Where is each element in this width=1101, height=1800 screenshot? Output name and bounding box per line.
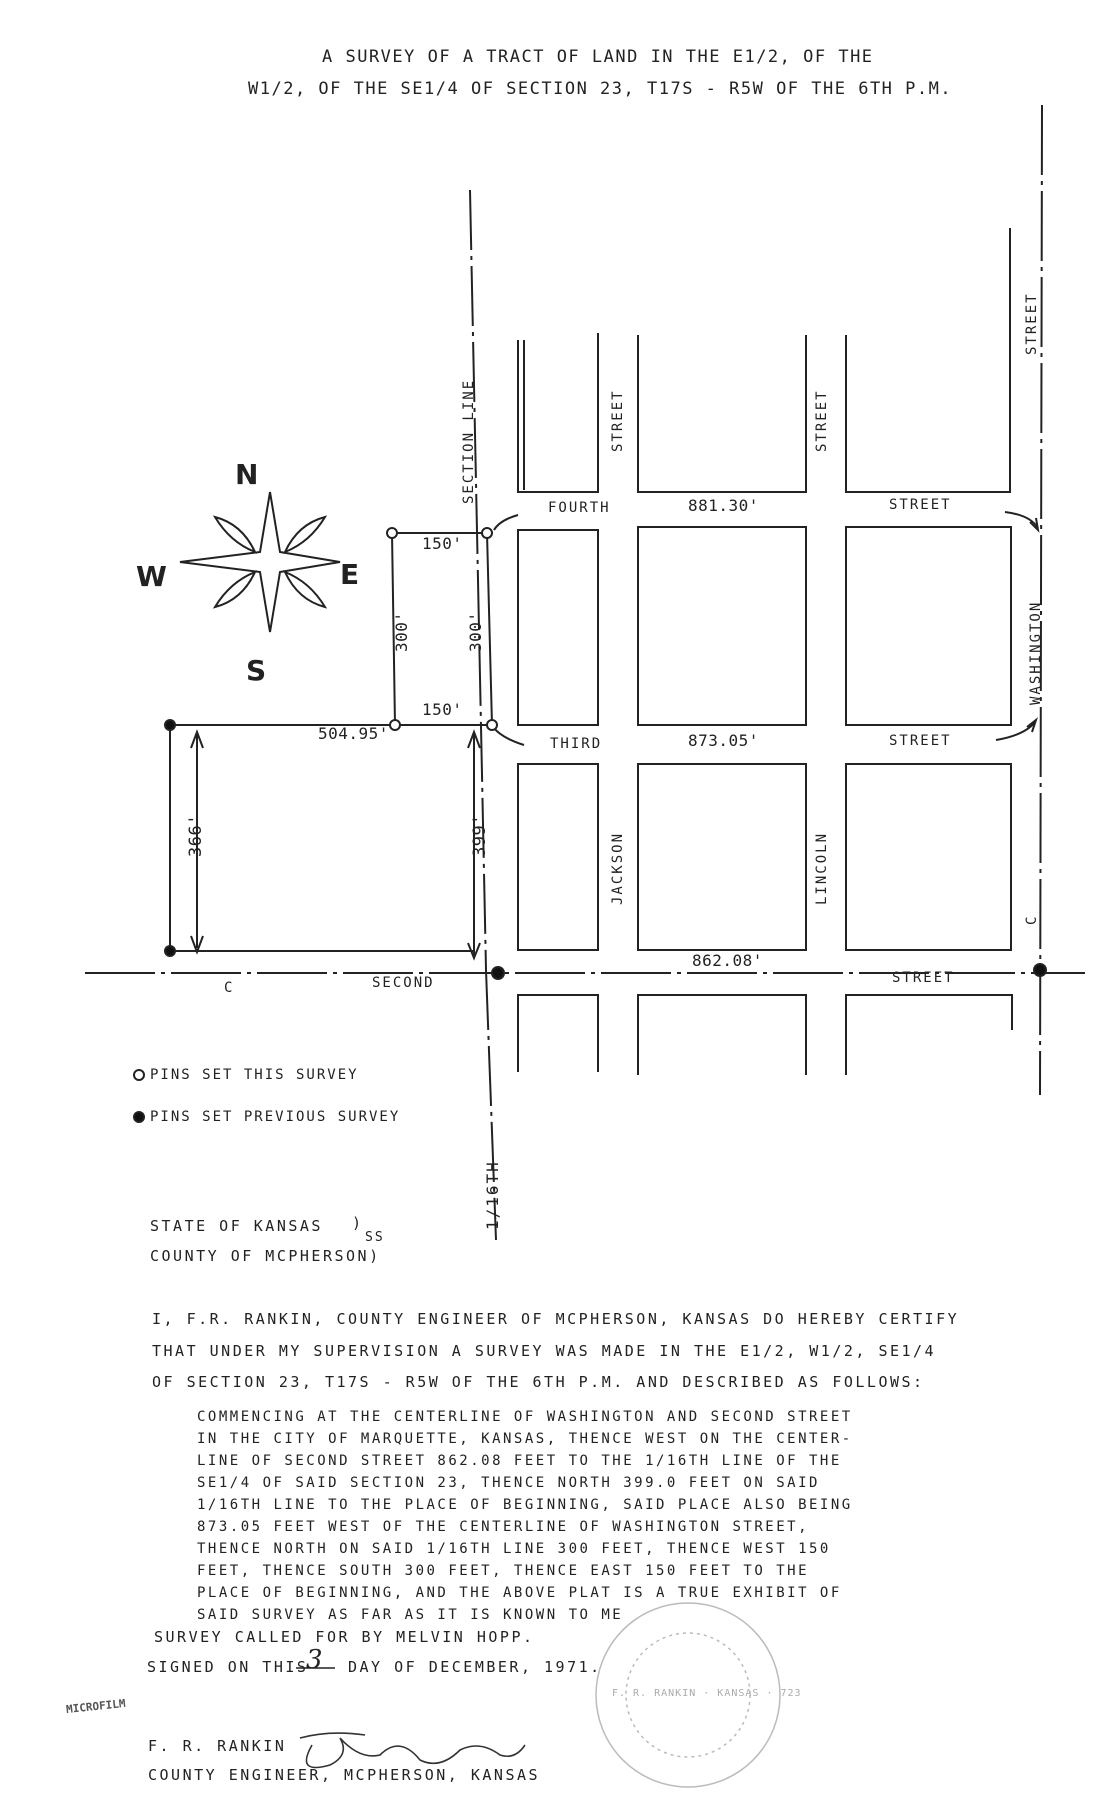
fourth-street-label: STREET [889,497,952,513]
called-for: SURVEY CALLED FOR BY MELVIN HOPP. [154,1628,535,1646]
sixteenth-label: 1/16TH [483,1160,502,1230]
street-label-v3: STREET [1024,292,1040,355]
street-label-v2: STREET [814,389,830,452]
block-south-2 [638,764,806,950]
certify-line-2: THAT UNDER MY SUPERVISION A SURVEY WAS MADE IN THE E1/2, W1/2, SE1/4 [152,1342,937,1360]
compass-east: E [340,558,362,591]
plat-title-line2: W1/2, OF THE SE1/4 OF SECTION 23, T17S - R5W OF THE 6TH P.M. [248,79,953,99]
pin-set-this-ne [482,528,492,538]
pin-previous-3 [492,967,504,979]
compass-south: S [246,654,269,687]
state-line: STATE OF KANSAS [150,1217,323,1235]
pin-previous-2 [165,946,175,956]
block-mid-1 [518,530,598,725]
dim-fourth: 881.30' [688,496,759,515]
plat-title-line1: A SURVEY OF A TRACT OF LAND IN THE E1/2, OF THE [322,47,874,67]
compass-west: W [136,560,169,593]
dim-third: 873.05' [688,731,759,750]
signed-day: 3 [306,1645,325,1675]
pin-previous-1 [165,720,175,730]
microfilm-stamp: MICROFILM [65,1696,127,1717]
seal-text: F. R. RANKIN · KANSAS · 723 [612,1688,802,1699]
compass-rose-icon [180,492,340,632]
signed-prefix: SIGNED ON THIS [147,1658,309,1676]
county-line: COUNTY OF MCPHERSON) [150,1247,381,1265]
dim-300-right: 300' [466,611,485,652]
ss-label: SS [365,1230,385,1245]
block-ne-top [846,228,1010,492]
fourth-label: FOURTH [548,500,611,516]
pin-set-this-nw [387,528,397,538]
block-mid-3 [846,527,1011,725]
third-street-label: STREET [889,733,952,749]
centerline-marker-left: C [224,980,235,996]
washington-label: WASHINGTON [1028,600,1044,705]
block-south-1 [518,764,598,950]
dim-399: 399' [470,814,490,857]
lincoln-label: LINCOLN [814,831,830,905]
engineer-title: COUNTY ENGINEER, MCPHERSON, KANSAS [148,1766,541,1784]
legend-pin-this [134,1070,144,1080]
block-n-top [638,335,806,492]
street-label-v1: STREET [610,389,626,452]
engineer-name: F. R. RANKIN [148,1737,287,1755]
dim-150-bottom: 150' [422,700,463,719]
dim-second: 862.08' [692,951,763,970]
state-paren: ) [352,1214,364,1232]
legend-set-previous: PINS SET PREVIOUS SURVEY [150,1109,401,1125]
section-line-label: SECTION LINE [461,378,477,504]
dim-300-left: 300' [392,611,411,652]
pin-previous-4 [1034,964,1046,976]
legal-description: COMMENCING AT THE CENTERLINE OF WASHINGTON AND SECOND STREET IN THE CITY OF MARQUETTE, KANSAS, THENCE WEST ON THE CENTER- LINE OF SECOND STREET 862.08 FEET TO THE 1/16TH LINE OF THE SE1/4 OF SAID SECTION 23, THENCE NORTH 399.0 FEET ON SAID 1/16TH LINE TO THE PLACE OF BEGINNING, SAID PLACE ALSO BEING 873.05 FEET WEST OF THE CENTERLINE OF WASHINGTON STREET, THENCE NORTH ON SAID 1/16TH LINE 300 FEET, THENCE WEST 150 FEET, THENCE SOUTH 300 FEET, THENCE EAST 150 FEET TO THE PLACE OF BEGINNING, AND THE ABOVE PLAT IS A TRUE EXHIBIT OF SAID SURVEY AS FAR AS IT IS KNOWN TO ME [197,1409,853,1623]
compass-north: N [235,458,261,491]
certify-line-1: I, F.R. RANKIN, COUNTY ENGINEER OF MCPHERSON, KANSAS DO HEREBY CERTIFY [152,1310,960,1328]
block-mid-2 [638,527,806,725]
pin-set-this-se [487,720,497,730]
block-bottom-1 [518,995,598,1072]
legend-set-this: PINS SET THIS SURVEY [150,1067,359,1083]
signed-suffix: DAY OF DECEMBER, 1971. [348,1658,602,1676]
dim-150-top: 150' [422,534,463,553]
block-bottom-3 [846,995,1012,1075]
pin-set-this-sw [390,720,400,730]
dim-366: 366' [186,814,206,857]
centerline-marker-right: C [1024,914,1040,925]
dim-504: 504.95' [318,724,389,743]
second-street-label: STREET [892,970,955,986]
legend-pin-previous [134,1112,144,1122]
certify-line-3: OF SECTION 23, T17S - R5W OF THE 6TH P.M. AND DESCRIBED AS FOLLOWS: [152,1373,925,1391]
second-label: SECOND [372,975,435,991]
jackson-label: JACKSON [610,831,626,905]
block-south-3 [846,764,1011,950]
third-label: THIRD [550,736,603,752]
block-nw-top [518,333,598,492]
block-bottom-2 [638,995,806,1075]
